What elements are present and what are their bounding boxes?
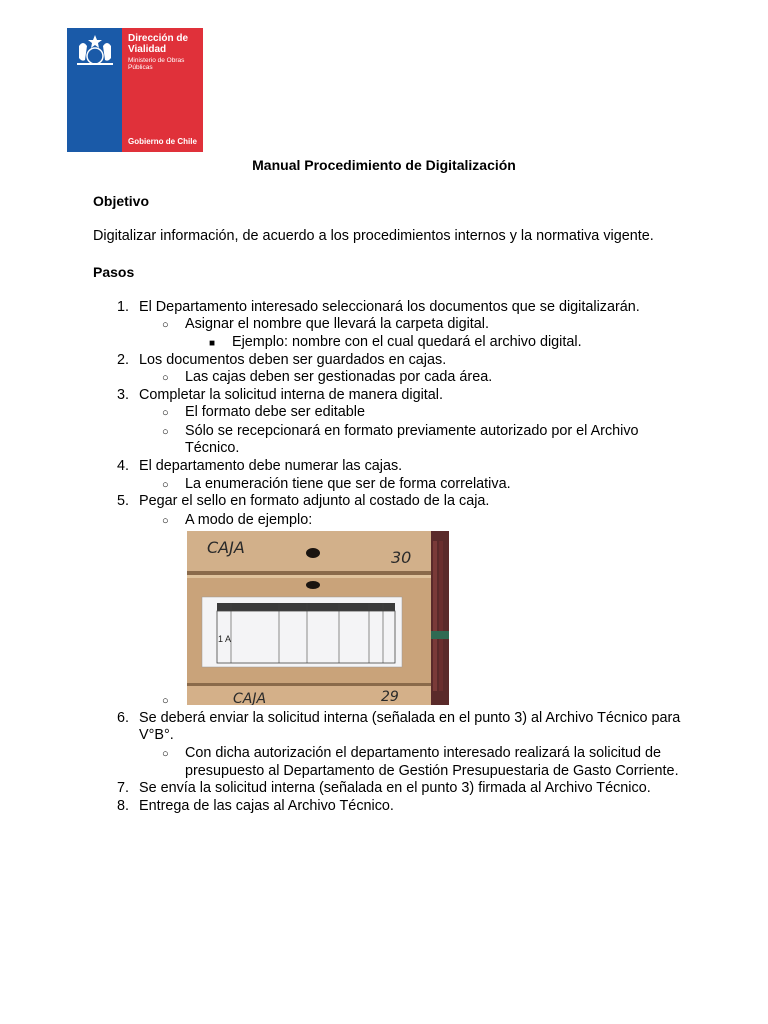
circle-bullet-icon: ○: [162, 426, 169, 438]
step-text: El Departamento interesado seleccionará los documentos que se digitalizarán.: [139, 299, 640, 315]
circle-bullet-icon: ○: [162, 407, 169, 419]
step-text: Entrega de las cajas al Archivo Técnico.: [139, 798, 394, 814]
step-number: 2.: [116, 352, 129, 368]
objective-heading: Objetivo: [93, 193, 150, 209]
logo-ministry: Ministerio de Obras Públicas: [128, 57, 185, 71]
step-text: Los documentos deben ser guardados en cajas.: [139, 352, 447, 368]
coat-of-arms-icon: [73, 32, 117, 68]
sub-item-text: El formato debe ser editable: [185, 404, 365, 420]
step-text-continued: V°B°.: [139, 727, 174, 743]
step-number: 7.: [116, 780, 129, 796]
logo-blue-panel: [67, 28, 122, 152]
logo-government: Gobierno de Chile: [128, 137, 197, 146]
sub-sub-item-text: Ejemplo: nombre con el cual quedará el archivo digital.: [232, 334, 582, 350]
step-text: Se envía la solicitud interna (señalada en el punto 3) firmada al Archivo Técnico.: [139, 780, 651, 796]
circle-bullet-icon: ○: [162, 515, 169, 527]
sub-item-text: A modo de ejemplo:: [185, 512, 313, 528]
steps-heading: Pasos: [93, 264, 135, 280]
gobierno-logo: [67, 28, 203, 152]
step-text: Pegar el sello en formato adjunto al costado de la caja.: [139, 493, 490, 509]
circle-bullet-icon: ○: [162, 479, 169, 491]
box-top-number: 30: [391, 548, 412, 567]
step-text: Completar la solicitud interna de manera digital.: [139, 387, 443, 403]
circle-bullet-icon: ○: [162, 695, 169, 707]
box-top-label: CAJA: [207, 538, 245, 557]
box-example-photo: [187, 531, 449, 705]
step-number: 3.: [116, 387, 129, 403]
sub-item-text: Con dicha autorización el departamento interesado realizará la solicitud de: [185, 745, 661, 761]
step-number: 4.: [116, 458, 129, 474]
objective-text: Digitalizar información, de acuerdo a los procedimientos internos y la normativa vigente.: [93, 228, 654, 244]
circle-bullet-icon: ○: [162, 319, 169, 331]
sub-item-text: Asignar el nombre que llevará la carpeta digital.: [185, 316, 489, 332]
step-number: 5.: [116, 493, 129, 509]
square-bullet-icon: ■: [209, 338, 216, 349]
sub-item-text-continued: Técnico.: [185, 440, 240, 456]
box-bottom-number: 29: [381, 689, 399, 705]
logo-institution-name: Dirección de Vialidad: [128, 33, 189, 55]
sub-item-text: Las cajas deben ser gestionadas por cada área.: [185, 369, 493, 385]
sub-item-text: Sólo se recepcionará en formato previamente autorizado por el Archivo: [185, 423, 639, 439]
circle-bullet-icon: ○: [162, 748, 169, 760]
step-text: El departamento debe numerar las cajas.: [139, 458, 403, 474]
step-number: 1.: [116, 299, 129, 315]
sub-item-text: La enumeración tiene que ser de forma correlativa.: [185, 476, 511, 492]
sub-item-text-continued: presupuesto al Departamento de Gestión Presupuestaria de Gasto Corriente.: [185, 763, 679, 779]
document-title: Manual Procedimiento de Digitalización: [252, 157, 516, 173]
step-text: Se deberá enviar la solicitud interna (señalada en el punto 3) al Archivo Técnico para: [139, 710, 681, 726]
step-number: 6.: [116, 710, 129, 726]
box-bottom-label: CAJA: [233, 691, 267, 705]
stamp-row-label: 1 A: [218, 634, 232, 644]
circle-bullet-icon: ○: [162, 372, 169, 384]
logo-red-panel: [122, 28, 203, 152]
step-number: 8.: [116, 798, 129, 814]
